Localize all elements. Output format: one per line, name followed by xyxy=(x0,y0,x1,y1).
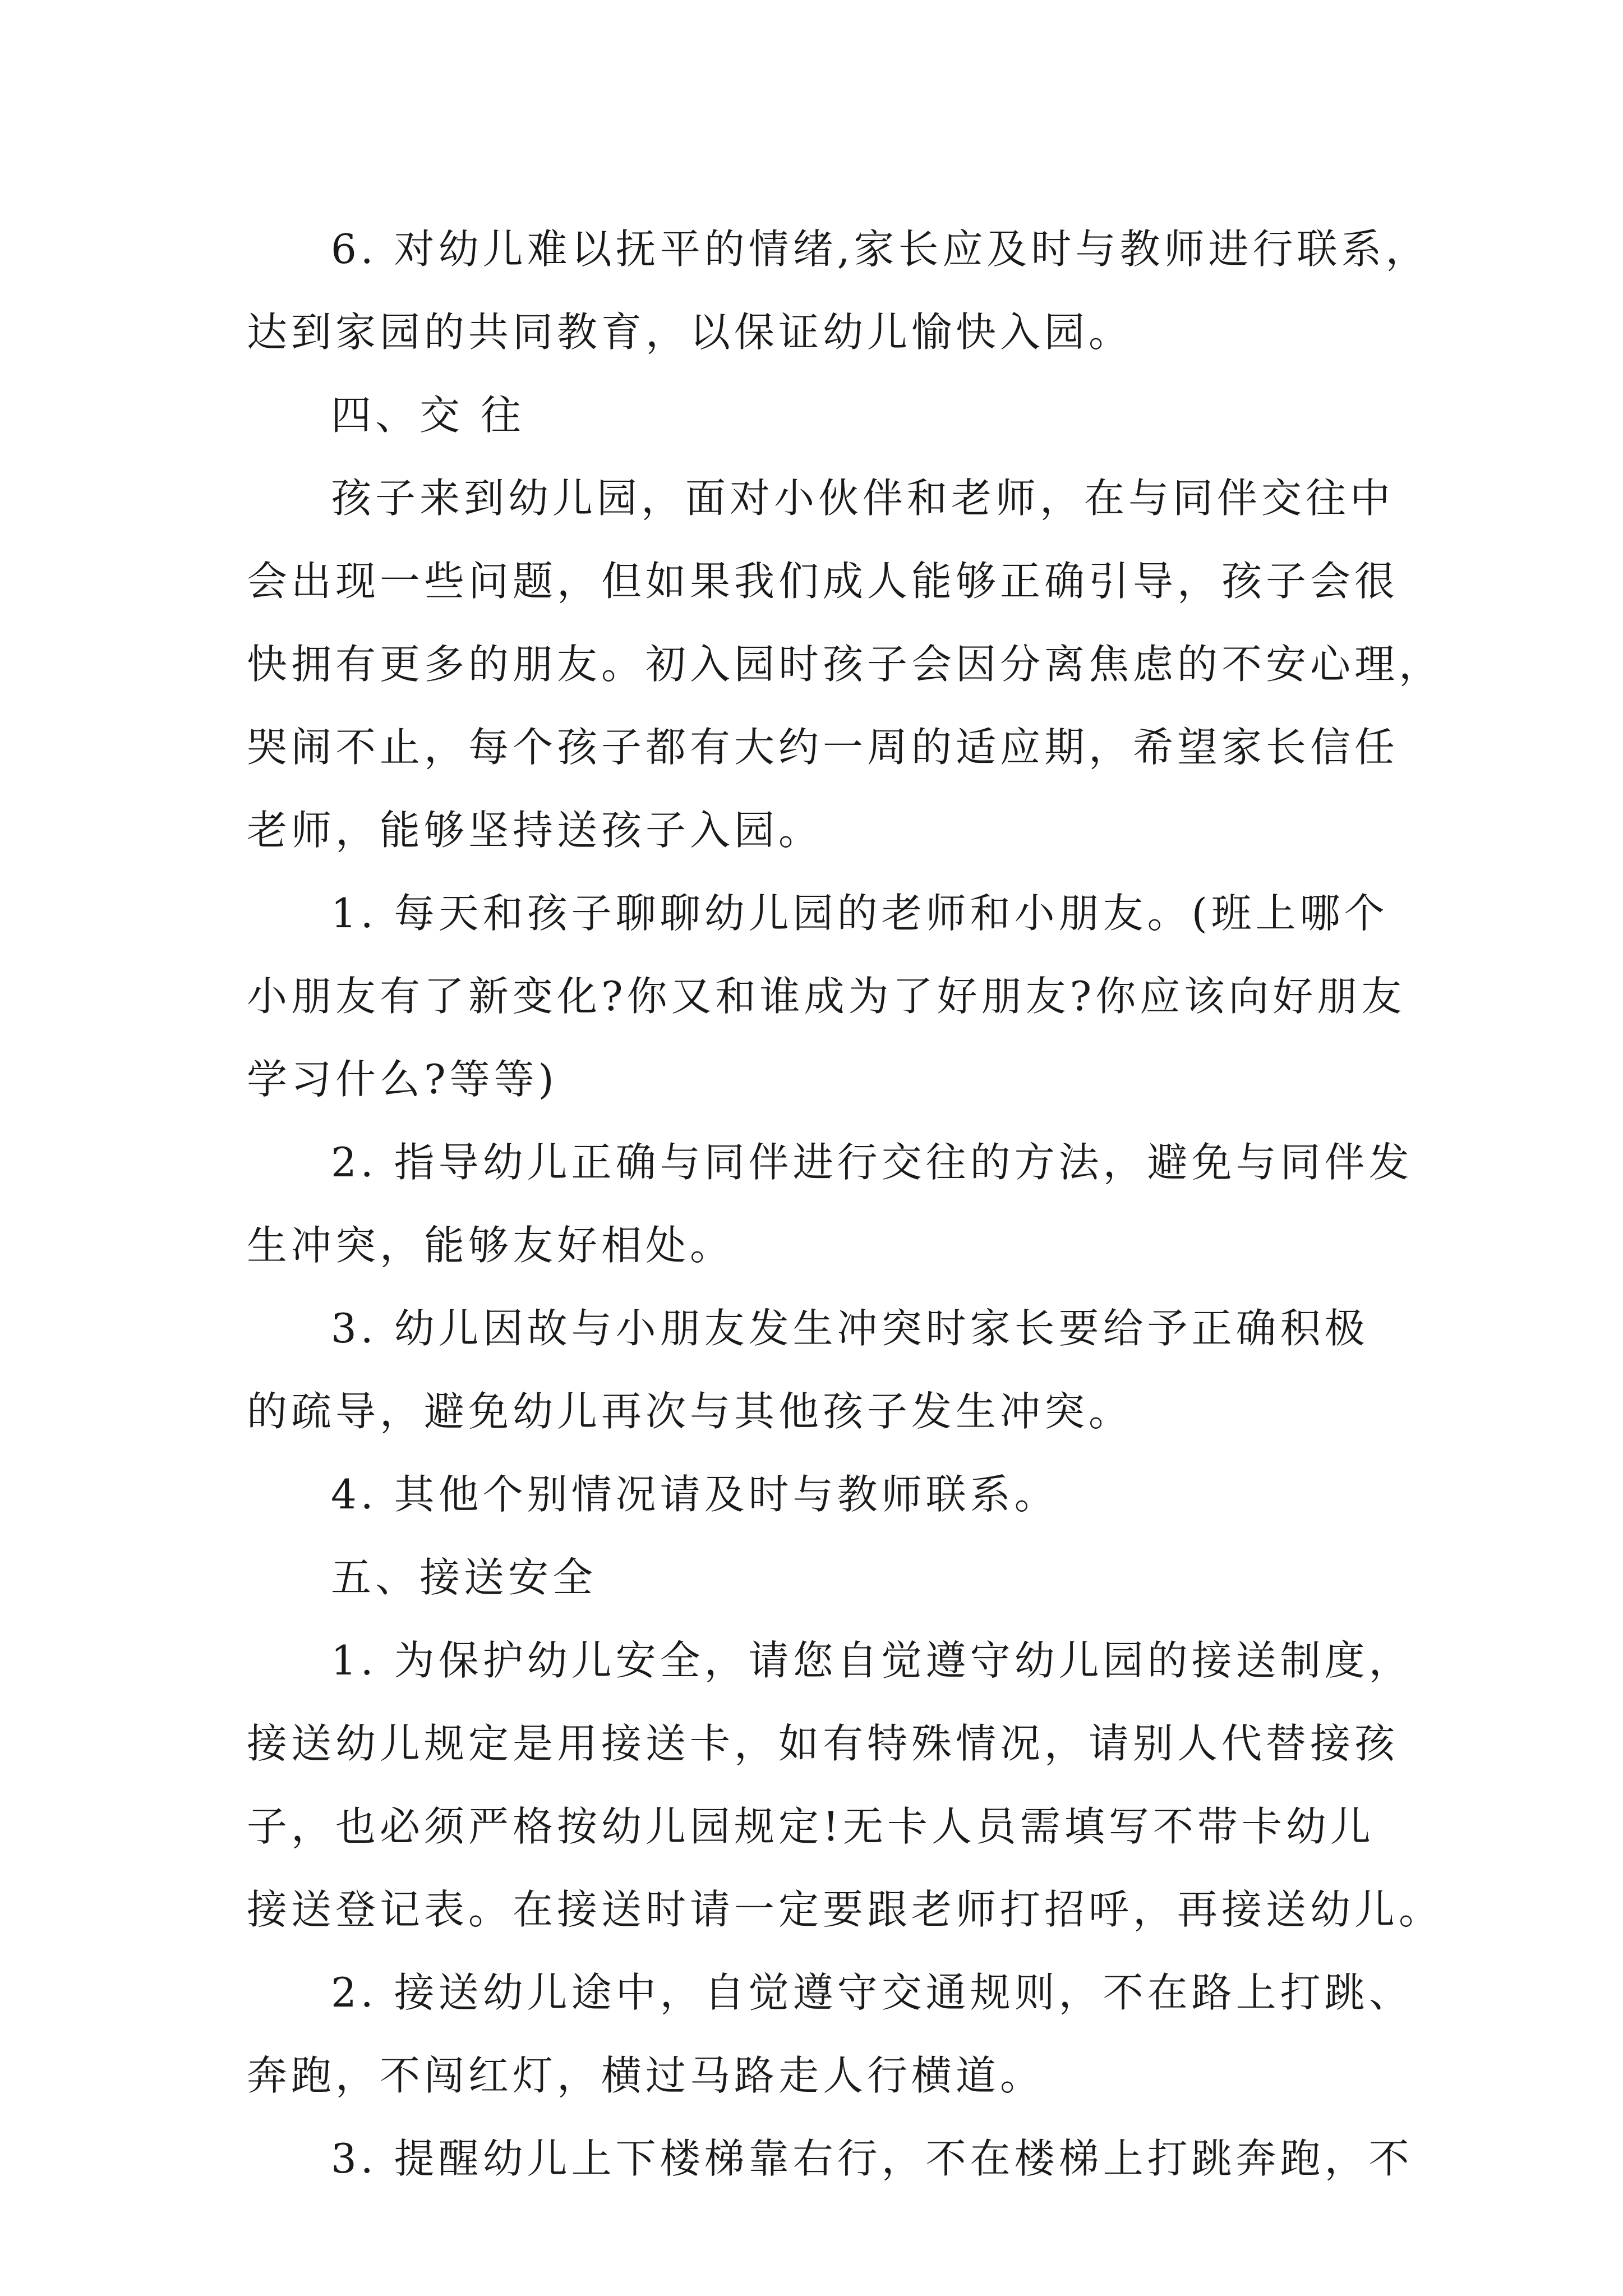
text-line: 快拥有更多的朋友。初入园时孩子会因分离焦虑的不安心理， xyxy=(247,641,1444,688)
text-line: 会出现一些问题，但如果我们成人能够正确引导，孩子会很 xyxy=(247,558,1399,605)
text-line: 4. 其他个别情况请及时与教师联系。 xyxy=(331,1471,1059,1518)
text-line: 子，也必须严格按幼儿园规定!无卡人员需填写不带卡幼儿 xyxy=(247,1803,1375,1850)
text-line: 的疏导，避免幼儿再次与其他孩子发生冲突。 xyxy=(247,1388,1133,1435)
section-heading-pickup-safety: 五、接送安全 xyxy=(331,1554,597,1601)
text-line: 接送登记表。在接送时请一定要跟老师打招呼，再接送幼儿。 xyxy=(247,1886,1444,1933)
text-line: 接送幼儿规定是用接送卡，如有特殊情况，请别人代替接孩 xyxy=(247,1720,1399,1767)
text-line: 3. 幼儿因故与小朋友发生冲突时家长要给予正确积极 xyxy=(331,1305,1369,1352)
text-line: 学习什么?等等) xyxy=(247,1056,558,1103)
section-heading-interaction: 四、交 往 xyxy=(331,392,525,439)
text-line: 老师，能够坚持送孩子入园。 xyxy=(247,807,823,854)
text-line: 1. 为保护幼儿安全，请您自觉遵守幼儿园的接送制度， xyxy=(331,1637,1413,1684)
text-line: 2. 指导幼儿正确与同伴进行交往的方法，避免与同伴发 xyxy=(331,1139,1413,1186)
text-line: 3. 提醒幼儿上下楼梯靠右行，不在楼梯上打跳奔跑，不 xyxy=(331,2135,1413,2182)
text-line: 6. 对幼儿难以抚平的情绪,家长应及时与教师进行联系， xyxy=(331,226,1430,273)
text-line: 哭闹不止，每个孩子都有大约一周的适应期，希望家长信任 xyxy=(247,724,1399,771)
document-body xyxy=(247,208,1444,2200)
text-line: 小朋友有了新变化?你又和谁成为了好朋友?你应该向好朋友 xyxy=(247,973,1406,1020)
text-line: 奔跑，不闯红灯，横过马路走人行横道。 xyxy=(247,2052,1045,2099)
text-line: 达到家园的共同教育，以保证幼儿愉快入园。 xyxy=(247,309,1133,356)
text-line: 2. 接送幼儿途中，自觉遵守交通规则，不在路上打跳、 xyxy=(331,1969,1413,2016)
text-line: 孩子来到幼儿园，面对小伙伴和老师，在与同伴交往中 xyxy=(331,475,1395,522)
text-line: 生冲突，能够友好相处。 xyxy=(247,1222,735,1269)
text-line: 1. 每天和孩子聊聊幼儿园的老师和小朋友。(班上哪个 xyxy=(331,890,1389,937)
